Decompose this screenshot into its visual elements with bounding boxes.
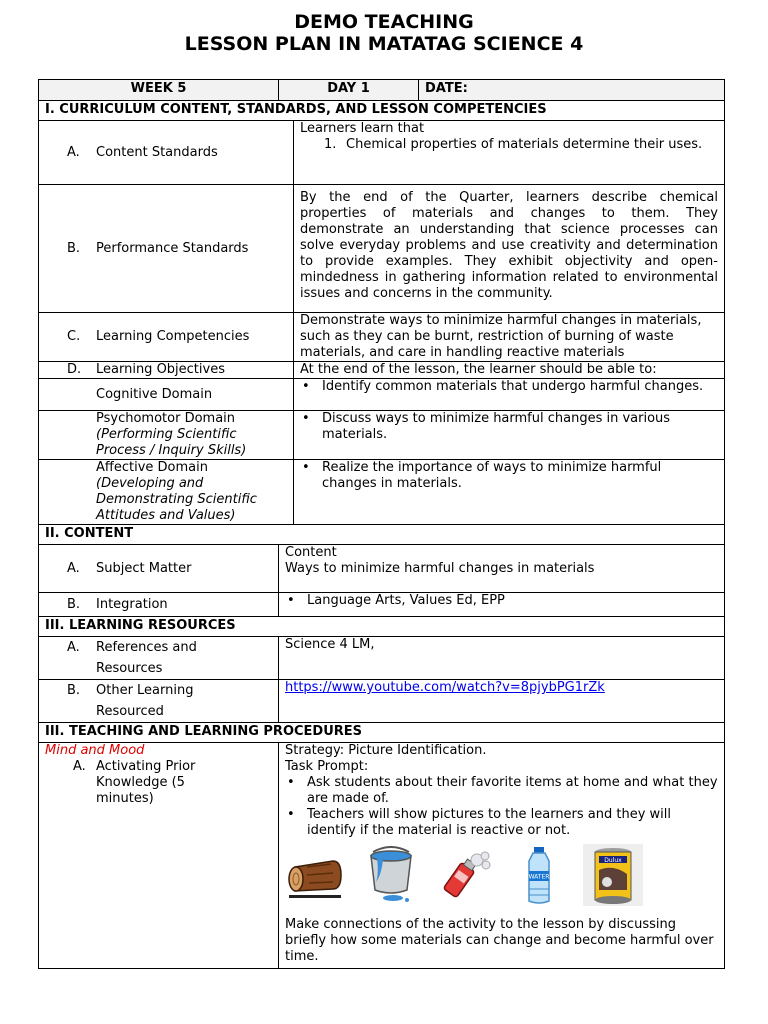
- section-heading-procedures: III. TEACHING AND LEARNING PROCEDURES: [39, 723, 725, 743]
- content-standards-row: [39, 121, 725, 185]
- activating-row: [39, 743, 725, 969]
- other-resources-row: [39, 680, 725, 723]
- spray-can-image: [435, 845, 495, 905]
- paint-bucket-image: [361, 845, 421, 905]
- task-prompt-label: Task Prompt:: [285, 759, 369, 774]
- document-subtitle: LESSON PLAN IN MATATAG SCIENCE 4: [184, 33, 584, 55]
- day-cell: DAY 1: [279, 80, 419, 101]
- references-letter: A.: [67, 640, 80, 655]
- integration-label: Integration: [96, 596, 168, 612]
- references-label: References and Resources: [96, 640, 197, 676]
- subject-matter-line2: Ways to minimize harmful changes in materials: [285, 561, 595, 576]
- subject-matter-letter: A.: [67, 560, 80, 576]
- youtube-link[interactable]: https://www.youtube.com/watch?v=8pjybPG1rZk: [285, 680, 605, 695]
- header-row: [39, 80, 725, 101]
- performance-standards-text: By the end of the Quarter, learners describe chemical properties of materials and changes to them. They demonstrate an understanding that science processes can solve everyday problems and use creativity and determination to provide examples. They exhibit objectivity and open-mindedness in gathering information related to environmental issues and concerns in the community.: [294, 185, 725, 313]
- closing-text: Make connections of the activity to the lesson by discussing briefly how some materials can change and become harmful over time.: [285, 917, 714, 964]
- subject-matter-row: [39, 545, 725, 593]
- wood-log-image: [287, 845, 347, 905]
- psychomotor-sub: (Performing Scientific Process / Inquiry Skills): [96, 427, 247, 458]
- list-item: • Ask students about their favorite items at home and what they are made of.: [285, 775, 718, 807]
- cognitive-label: Cognitive Domain: [96, 386, 213, 402]
- affective-row: [39, 460, 725, 525]
- week-cell: WEEK 5: [39, 80, 279, 101]
- document-title: DEMO TEACHING: [294, 11, 474, 33]
- learning-competencies-text: Demonstrate ways to minimize harmful changes in materials, such as they can be burnt, restriction of burning of waste materials, and care in handling reactive materials: [294, 313, 725, 362]
- affective-sub: (Developing and Demonstrating Scientific Attitudes and Values): [96, 476, 257, 523]
- learning-objectives-label: Learning Objectives: [96, 362, 225, 377]
- subject-matter-label: Subject Matter: [96, 560, 192, 576]
- strategy-text: Strategy: Picture Identification.: [285, 743, 487, 758]
- section-heading-resources: III. LEARNING RESOURCES: [39, 617, 725, 637]
- learning-competencies-letter: C.: [67, 329, 81, 344]
- affective-label: Affective Domain: [96, 460, 208, 475]
- references-row: [39, 637, 725, 680]
- paint-can-image: [583, 845, 643, 905]
- performance-standards-row: [39, 185, 725, 313]
- learning-competencies-row: [39, 313, 725, 362]
- activating-label: Activating Prior Knowledge (5 minutes): [96, 759, 196, 806]
- affective-objective: • Realize the importance of ways to minimize harmful changes in materials.: [300, 460, 718, 492]
- psychomotor-objective: • Discuss ways to minimize harmful changes in various materials.: [300, 411, 718, 443]
- integration-letter: B.: [67, 596, 81, 612]
- content-standards-letter: A.: [67, 144, 80, 160]
- svg-text:WATER: WATER: [528, 873, 550, 881]
- content-standards-intro: Learners learn that: [300, 121, 425, 136]
- content-standards-list: [300, 137, 718, 153]
- list-item: 1. Chemical properties of materials determine their uses.: [324, 137, 703, 152]
- references-text: Science 4 LM,: [279, 637, 725, 680]
- lesson-plan-table: [38, 79, 725, 969]
- subject-matter-line1: Content: [285, 545, 337, 560]
- mind-and-mood-label: Mind and Mood: [45, 743, 145, 758]
- list-item: • Teachers will show pictures to the learners and they will identify if the material is reactive or not.: [285, 807, 718, 839]
- learning-objectives-text: At the end of the lesson, the learner should be able to:: [294, 362, 725, 379]
- cognitive-row: [39, 379, 725, 411]
- water-bottle-image: [509, 845, 569, 905]
- section-heading-content: II. CONTENT: [39, 525, 725, 545]
- psychomotor-row: [39, 411, 725, 460]
- picture-strip: [285, 839, 718, 909]
- performance-standards-letter: B.: [67, 240, 81, 256]
- section-heading-curriculum: I. CURRICULUM CONTENT, STANDARDS, AND LESSON COMPETENCIES: [39, 101, 725, 121]
- learning-objectives-row: [39, 362, 725, 379]
- activating-letter: A.: [73, 759, 86, 774]
- learning-competencies-label: Learning Competencies: [96, 329, 250, 344]
- learning-objectives-letter: D.: [67, 362, 82, 377]
- svg-text:Dulux: Dulux: [604, 857, 622, 864]
- content-standards-label: Content Standards: [96, 144, 218, 160]
- other-resources-letter: B.: [67, 683, 81, 698]
- psychomotor-label: Psychomotor Domain: [96, 411, 236, 426]
- integration-text: • Language Arts, Values Ed, EPP: [285, 593, 718, 609]
- task-bullets: [285, 775, 718, 839]
- integration-row: [39, 593, 725, 617]
- cognitive-objective: • Identify common materials that undergo harmful changes.: [300, 379, 718, 395]
- other-resources-label: Other Learning Resourced: [96, 683, 194, 719]
- performance-standards-label: Performance Standards: [96, 240, 249, 256]
- date-cell: DATE:: [419, 80, 725, 101]
